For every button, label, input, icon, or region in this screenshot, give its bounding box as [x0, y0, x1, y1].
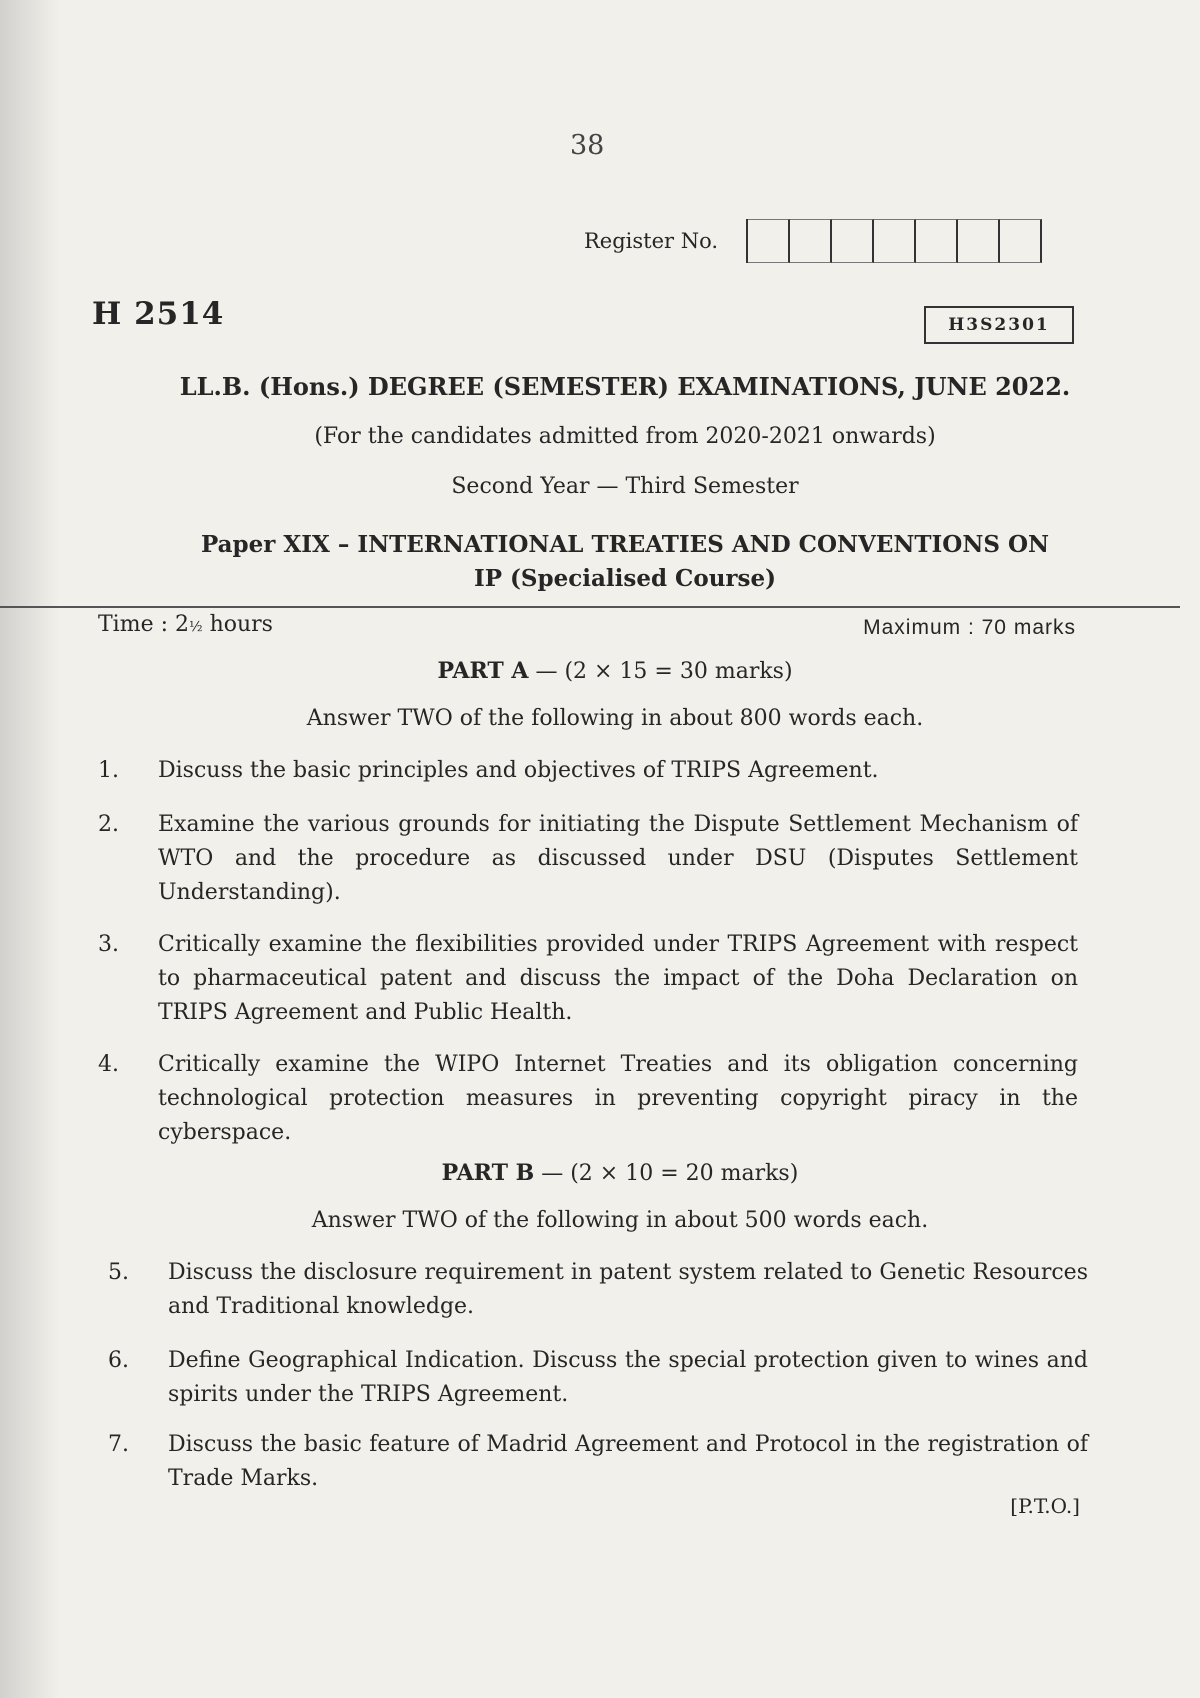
page-number: 38 [570, 130, 605, 161]
question-number: 6. [108, 1348, 129, 1373]
register-box [874, 219, 916, 263]
exam-title: LL.B. (Hons.) DEGREE (SEMESTER) EXAMINATIONS, JUNE 2022. [179, 372, 1071, 401]
question-text: Examine the various grounds for initiating the Dispute Settlement Mechanism of WTO and the procedure as discussed under DSU (Disputes Settlement Understanding). [158, 812, 1078, 905]
time-allowed [98, 612, 273, 637]
register-box [1000, 219, 1042, 263]
question-number: 3. [98, 932, 119, 957]
question-number: 1. [98, 758, 119, 783]
question-text: Critically examine the flexibilities provided under TRIPS Agreement with respect to pharmaceutical patent and discuss the impact of the Doha Declaration on TRIPS Agreement and Public Health. [158, 932, 1078, 1025]
year-semester: Second Year — Third Semester [451, 474, 799, 499]
question-text: Discuss the basic feature of Madrid Agreement and Protocol in the registration of Trade Marks. [168, 1432, 1088, 1491]
register-box [790, 219, 832, 263]
question-text: Define Geographical Indication. Discuss the special protection given to wines and spirits under the TRIPS Agreement. [168, 1348, 1088, 1407]
please-turn-over: [P.T.O.] [1010, 1494, 1080, 1518]
register-number-field [584, 219, 1042, 263]
question-1 [98, 754, 1078, 788]
register-boxes [746, 219, 1042, 263]
course-code-box: H3S2301 [924, 306, 1074, 344]
question-number: 4. [98, 1052, 119, 1077]
question-number: 5. [108, 1260, 129, 1285]
register-box [832, 219, 874, 263]
part-b-title: PART B [441, 1160, 535, 1186]
register-box [958, 219, 1000, 263]
part-b-marks: — (2 × 10 = 20 marks) [534, 1161, 799, 1186]
question-text: Critically examine the WIPO Internet Treaties and its obligation concerning technological protection measures in preventing copyright piracy in the cyberspace. [158, 1052, 1078, 1145]
question-number: 7. [108, 1432, 129, 1457]
part-a-heading [0, 658, 1200, 684]
time-label: Time : 2 [98, 612, 189, 637]
question-number: 2. [98, 812, 119, 837]
paper-code: H 2514 [92, 296, 225, 332]
question-7 [108, 1428, 1088, 1496]
question-6 [108, 1344, 1088, 1412]
question-text: Discuss the basic principles and objectives of TRIPS Agreement. [158, 758, 879, 783]
register-box [916, 219, 958, 263]
register-box [748, 219, 790, 263]
part-a-instruction: Answer TWO of the following in about 800 words each. [306, 706, 924, 731]
question-4 [98, 1048, 1078, 1150]
time-unit: hours [202, 612, 273, 637]
maximum-marks: Maximum : 70 marks [863, 616, 1076, 639]
question-5 [108, 1256, 1088, 1324]
question-3 [98, 928, 1078, 1030]
register-label: Register No. [584, 229, 719, 253]
admission-note: (For the candidates admitted from 2020-2021 onwards) [314, 424, 936, 449]
paper-title-line-2: IP (Specialised Course) [473, 565, 776, 592]
time-fraction: ½ [189, 619, 203, 635]
paper-title-line-1: Paper XIX – INTERNATIONAL TREATIES AND CONVENTIONS ON [200, 531, 1050, 558]
question-2 [98, 808, 1078, 910]
part-a-marks: — (2 × 15 = 30 marks) [528, 659, 793, 684]
part-a-title: PART A [437, 658, 529, 684]
header-divider [0, 606, 1180, 608]
question-text: Discuss the disclosure requirement in patent system related to Genetic Resources and Traditional knowledge. [168, 1260, 1088, 1319]
part-b-heading [0, 1160, 1200, 1186]
paper-title [0, 528, 1200, 596]
part-b-instruction: Answer TWO of the following in about 500 words each. [311, 1208, 929, 1233]
